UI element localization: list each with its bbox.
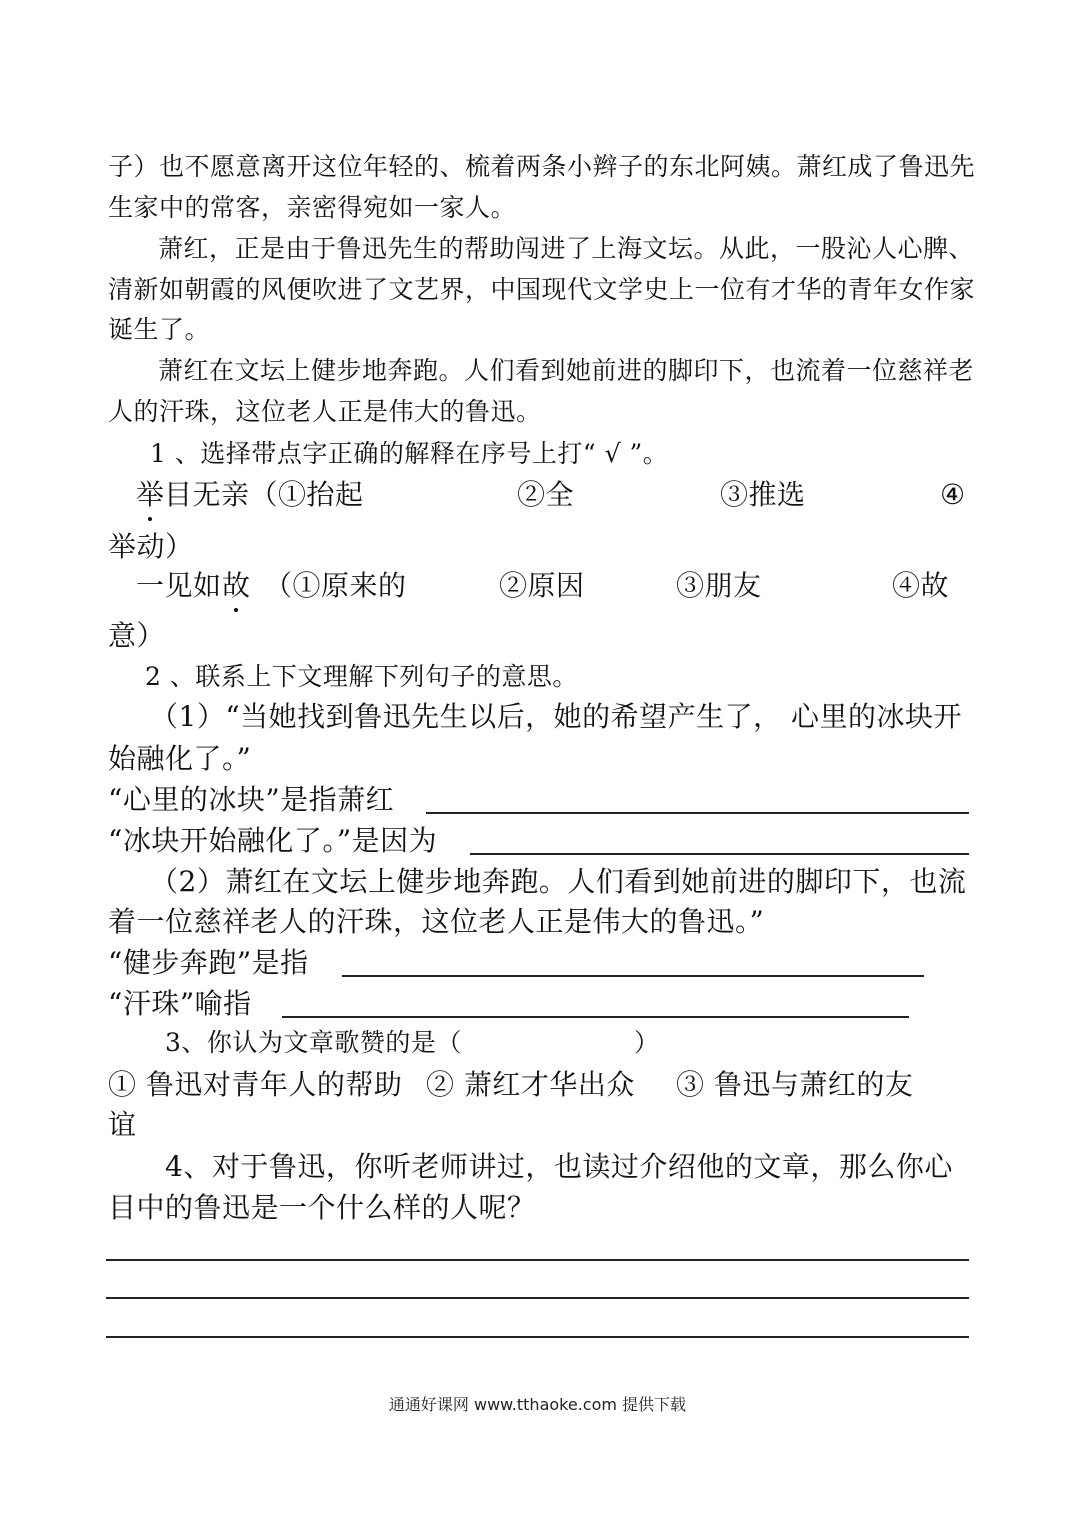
q2-answer-line-4[interactable] [282, 1016, 909, 1018]
q1-item-2-prefix: 一见如 [136, 569, 222, 602]
passage-line-3: 萧红，正是由于鲁迅先生的帮助闯进了上海文坛。从此，一股沁人心脾、 [158, 234, 975, 263]
q1-item-2-continuation: 意） [108, 619, 166, 652]
q3-option-3: ③ 鲁迅与萧红的友 [676, 1068, 914, 1101]
q1-item-2-option-2: ②原因 [499, 569, 585, 602]
q4-answer-line-1[interactable] [106, 1259, 969, 1261]
q1-item-2-option-1: （①原来的 [264, 569, 407, 602]
q1-title: 1 、选择带点字正确的解释在序号上打“ √ ”。 [150, 439, 669, 468]
q2-blank-4-label: “汗珠”喻指 [108, 987, 252, 1020]
q2-sentence-2-line-2: 着一位慈祥老人的汗珠，这位老人正是伟大的鲁迅。” [108, 905, 765, 938]
q1-item-1-option-3: ③推选 [720, 478, 806, 511]
q3-option-1: ① 鲁迅对青年人的帮助 [108, 1068, 403, 1101]
q1-item-1-option-1: 目无亲（①抬起 [164, 478, 364, 511]
q1-item-2-option-3: ③朋友 [676, 569, 762, 602]
q2-answer-line-3[interactable] [342, 975, 924, 977]
passage-line-2: 生家中的常客，亲密得宛如一家人。 [108, 193, 517, 222]
q1-item-1-option-2: ②全 [517, 478, 575, 511]
q2-blank-1-label: “心里的冰块”是指萧红 [108, 783, 395, 816]
q2-blank-3-label: “健步奔跑”是指 [108, 946, 309, 979]
q3-title-prefix: 3、你认为文章歌赞的是（ [165, 1028, 462, 1057]
passage-line-1: 子）也不愿意离开这位年轻的、梳着两条小辫子的东北阿姨。萧红成了鲁迅先 [108, 152, 976, 181]
page-footer: 通通好课网 www.tthaoke.com 提供下载 [388, 1395, 687, 1414]
q3-title-suffix: ） [634, 1028, 660, 1057]
q1-item-2-dotted-char: 故 [222, 567, 251, 605]
q2-title: 2 、联系上下文理解下列句子的意思。 [145, 662, 578, 691]
q1-item-1-option-4: ④ [940, 478, 966, 511]
passage-line-7: 人的汗珠，这位老人正是伟大的鲁迅。 [108, 397, 542, 426]
q3-option-2: ② 萧红才华出众 [426, 1068, 635, 1101]
q1-item-1-continuation: 举动） [108, 530, 194, 563]
q4-answer-line-2[interactable] [106, 1297, 969, 1299]
q2-sentence-1-line-2: 始融化了。” [108, 742, 252, 775]
q2-answer-line-2[interactable] [470, 853, 969, 855]
q1-item-1-dotted-char: 举 [136, 476, 165, 514]
q4-line-1: 4、对于鲁迅，你听老师讲过，也读过介绍他的文章，那么你心 [165, 1150, 953, 1183]
q2-sentence-2-line-1: （2）萧红在文坛上健步地奔跑。人们看到她前进的脚印下，也流 [150, 865, 967, 898]
q3-option-3-continuation: 谊 [108, 1108, 137, 1141]
q4-answer-line-3[interactable] [106, 1336, 969, 1338]
q4-line-2: 目中的鲁迅是一个什么样的人呢？ [108, 1191, 536, 1224]
q2-answer-line-1[interactable] [426, 812, 969, 814]
passage-line-5: 诞生了。 [108, 315, 211, 344]
q2-sentence-1-line-1: （1）“当她找到鲁迅先生以后，她的希望产生了， 心里的冰块开 [150, 700, 963, 733]
passage-line-6: 萧红在文坛上健步地奔跑。人们看到她前进的脚印下，也流着一位慈祥老 [158, 356, 975, 385]
q1-item-2-option-4: ④故 [892, 569, 950, 602]
passage-line-4: 清新如朝霞的风便吹进了文艺界，中国现代文学史上一位有才华的青年女作家 [108, 275, 976, 304]
q2-blank-2-label: “冰块开始融化了。”是因为 [108, 824, 438, 857]
